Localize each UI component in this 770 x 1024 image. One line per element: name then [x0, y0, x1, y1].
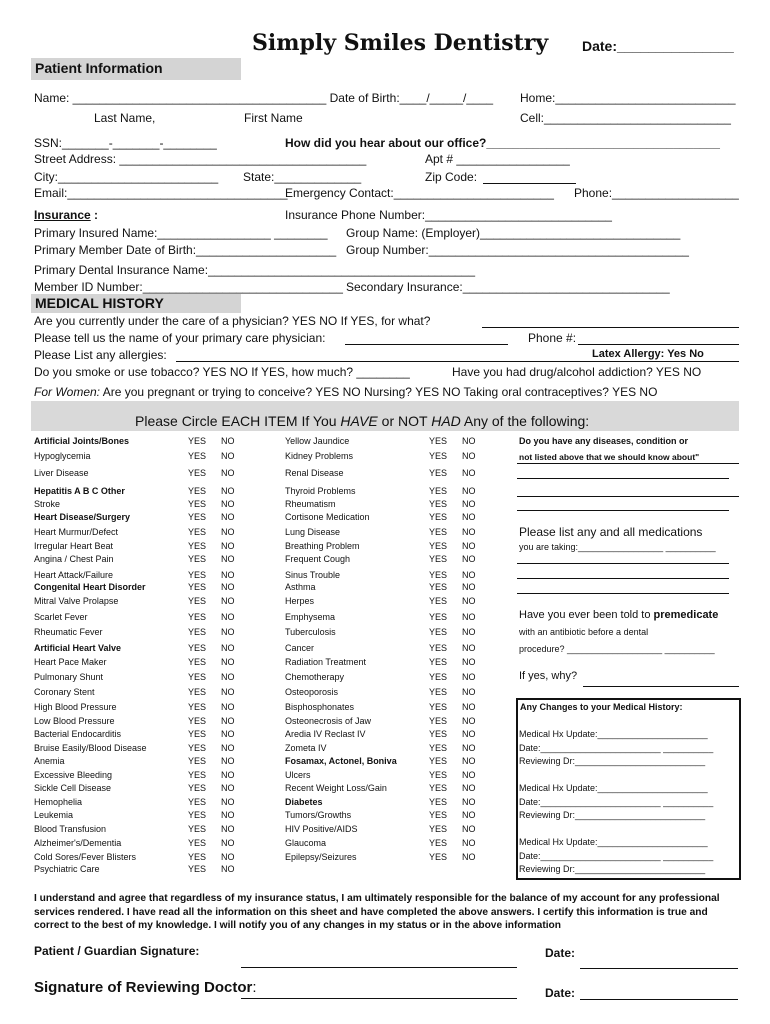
condition-left-no-option[interactable]: NO: [221, 554, 235, 564]
condition-mid-yes-option[interactable]: YES: [429, 716, 448, 726]
condition-left-no-option[interactable]: NO: [221, 596, 235, 606]
condition-mid-yes-option[interactable]: YES: [429, 797, 448, 807]
condition-left-label: Liver Disease: [34, 468, 89, 478]
condition-left-no-option[interactable]: NO: [221, 783, 235, 793]
name-dob-field[interactable]: Name: ______________________________________ Date of Birth:____/_____/____: [34, 91, 494, 105]
secondary-insurance-field[interactable]: Secondary Insurance:_______________________________: [346, 280, 670, 294]
condition-left-no-option[interactable]: NO: [221, 756, 235, 766]
condition-left-no-option[interactable]: NO: [221, 468, 235, 478]
condition-mid-label: Radiation Treatment: [285, 657, 367, 667]
condition-left-no-option[interactable]: NO: [221, 864, 235, 874]
condition-left-no-option[interactable]: NO: [221, 627, 235, 637]
condition-mid-yes-option[interactable]: YES: [429, 672, 448, 682]
condition-mid-no-option[interactable]: NO: [462, 657, 476, 667]
condition-left-yes-option[interactable]: YES: [188, 643, 207, 653]
condition-mid-label: Sinus Trouble: [285, 570, 341, 580]
allergies-line[interactable]: [176, 361, 739, 362]
women-question[interactable]: [34, 385, 657, 399]
changes-reviewing-field[interactable]: Reviewing Dr:__________________________: [519, 864, 706, 874]
condition-left-yes-option[interactable]: YES: [188, 541, 207, 551]
tobacco-question[interactable]: Do you smoke or use tobacco? YES NO If YES, how much? ________: [34, 365, 410, 379]
changes-title: Any Changes to your Medical History:: [520, 702, 683, 712]
condition-left-no-option[interactable]: NO: [221, 527, 235, 537]
condition-mid-no-option[interactable]: NO: [462, 687, 476, 697]
apt-field[interactable]: Apt # _________________: [425, 152, 570, 166]
condition-mid-label: Breathing Problem: [285, 541, 360, 551]
condition-mid-no-option[interactable]: NO: [462, 468, 476, 478]
condition-left-no-option[interactable]: NO: [221, 810, 235, 820]
medications-line-0[interactable]: [517, 563, 729, 564]
condition-mid-yes-option[interactable]: YES: [429, 499, 448, 509]
condition-mid-yes-option[interactable]: YES: [429, 838, 448, 848]
allergies-label: Please List any allergies:: [34, 348, 167, 362]
condition-mid-label: Recent Weight Loss/Gain: [285, 783, 387, 793]
condition-left-yes-option[interactable]: YES: [188, 702, 207, 712]
patient-info-heading: Patient Information: [35, 60, 163, 76]
circle-had: HAD: [431, 413, 461, 429]
condition-mid-yes-option[interactable]: YES: [429, 702, 448, 712]
changes-reviewing-field[interactable]: Reviewing Dr:__________________________: [519, 756, 706, 766]
diseases-line-2[interactable]: [517, 496, 739, 497]
home-phone-field[interactable]: Home:___________________________: [520, 91, 736, 105]
physician-phone-label: Phone #:: [528, 331, 577, 345]
antibiotic-text: with an antibiotic before a dental: [519, 627, 649, 637]
condition-mid-no-option[interactable]: NO: [462, 596, 476, 606]
condition-mid-no-option[interactable]: NO: [462, 612, 476, 622]
condition-left-no-option[interactable]: NO: [221, 770, 235, 780]
condition-mid-no-option[interactable]: NO: [462, 838, 476, 848]
condition-mid-no-option[interactable]: NO: [462, 797, 476, 807]
condition-left-label: High Blood Pressure: [34, 702, 117, 712]
city-field[interactable]: City:________________________: [34, 170, 219, 184]
condition-left-label: Bruise Easily/Blood Disease: [34, 743, 147, 753]
condition-left-yes-option[interactable]: YES: [188, 838, 207, 848]
condition-left-no-option[interactable]: NO: [221, 729, 235, 739]
member-id-field[interactable]: Member ID Number:______________________________: [34, 280, 343, 294]
condition-mid-label: Aredia IV Reclast IV: [285, 729, 366, 739]
medications-line-2[interactable]: [517, 593, 729, 594]
zip-label: Zip Code:: [425, 170, 478, 184]
group-name-field[interactable]: Group Name: (Employer)______________________________: [346, 226, 681, 240]
primary-dob-field[interactable]: Primary Member Date of Birth:_____________________: [34, 243, 337, 257]
condition-left-label: Leukemia: [34, 810, 74, 820]
condition-left-no-option[interactable]: NO: [221, 716, 235, 726]
ssn-field[interactable]: SSN:_______-_______-________: [34, 136, 217, 150]
condition-left-no-option[interactable]: NO: [221, 852, 235, 862]
condition-mid-no-option[interactable]: NO: [462, 810, 476, 820]
premedicate-pre: Have you ever been told to: [519, 609, 654, 621]
condition-mid-yes-option[interactable]: YES: [429, 570, 448, 580]
condition-mid-label: HIV Positive/AIDS: [285, 824, 358, 834]
doctor-signature-label: [34, 979, 257, 996]
condition-left-label: Low Blood Pressure: [34, 716, 115, 726]
diseases-line-0[interactable]: [517, 463, 739, 464]
medications-label: Please list any and all medications: [519, 525, 703, 539]
condition-left-yes-option[interactable]: YES: [188, 451, 207, 461]
physician-name-question: Please tell us the name of your primary care physician:: [34, 331, 326, 345]
if-yes-why-line[interactable]: [583, 686, 739, 687]
condition-left-label: Scarlet Fever: [34, 612, 88, 622]
changes-hx-update-field[interactable]: Medical Hx Update:______________________: [519, 729, 708, 739]
condition-mid-yes-option[interactable]: YES: [429, 729, 448, 739]
condition-left-yes-option[interactable]: YES: [188, 783, 207, 793]
condition-mid-label: Zometa IV: [285, 743, 327, 753]
condition-mid-label: Fosamax, Actonel, Boniva: [285, 756, 397, 766]
patient-date-label: Date:: [545, 946, 576, 960]
condition-left-no-option[interactable]: NO: [221, 838, 235, 848]
cell-phone-field[interactable]: Cell:____________________________: [520, 111, 731, 125]
condition-mid-label: Tumors/Growths: [285, 810, 352, 820]
premedicate-question: [519, 609, 718, 621]
circle-have: HAVE: [340, 413, 378, 429]
condition-mid-no-option[interactable]: NO: [462, 743, 476, 753]
condition-left-yes-option[interactable]: YES: [188, 512, 207, 522]
condition-left-label: Mitral Valve Prolapse: [34, 596, 119, 606]
changes-hx-update-field[interactable]: Medical Hx Update:______________________: [519, 837, 708, 847]
condition-left-no-option[interactable]: NO: [221, 512, 235, 522]
diseases-question-1: Do you have any diseases, condition or: [519, 436, 689, 446]
condition-mid-yes-option[interactable]: YES: [429, 824, 448, 834]
condition-mid-label: Ulcers: [285, 770, 311, 780]
condition-left-no-option[interactable]: NO: [221, 824, 235, 834]
condition-mid-label: Yellow Jaundice: [285, 436, 350, 446]
condition-mid-yes-option[interactable]: YES: [429, 554, 448, 564]
insurance-heading: [34, 208, 98, 222]
condition-left-yes-option[interactable]: YES: [188, 499, 207, 509]
condition-left-no-option[interactable]: NO: [221, 702, 235, 712]
circle-instructions: [135, 413, 589, 429]
condition-mid-label: Emphysema: [285, 612, 336, 622]
condition-mid-label: Cortisone Medication: [285, 512, 370, 522]
doctor-signature-text: Signature of Reviewing Doctor: [34, 979, 253, 996]
physician-name-line[interactable]: [345, 344, 508, 345]
condition-mid-label: Glaucoma: [285, 838, 327, 848]
condition-mid-no-option[interactable]: NO: [462, 672, 476, 682]
physician-reason-line[interactable]: [482, 327, 739, 328]
condition-left-yes-option[interactable]: YES: [188, 612, 207, 622]
condition-left-yes-option[interactable]: YES: [188, 770, 207, 780]
street-field[interactable]: Street Address: _____________________________________: [34, 152, 367, 166]
condition-left-label: Hemophelia: [34, 797, 83, 807]
if-yes-why-label: If yes, why?: [519, 670, 578, 682]
condition-mid-no-option[interactable]: NO: [462, 554, 476, 564]
condition-mid-no-option[interactable]: NO: [462, 582, 476, 592]
condition-left-no-option[interactable]: NO: [221, 436, 235, 446]
condition-left-yes-option[interactable]: YES: [188, 852, 207, 862]
condition-mid-yes-option[interactable]: YES: [429, 512, 448, 522]
condition-mid-yes-option[interactable]: YES: [429, 743, 448, 753]
condition-mid-yes-option[interactable]: YES: [429, 783, 448, 793]
insurance-label: Insurance: [34, 208, 91, 222]
condition-left-label: Rheumatic Fever: [34, 627, 103, 637]
condition-mid-yes-option[interactable]: YES: [429, 770, 448, 780]
condition-left-label: Sickle Cell Disease: [34, 783, 112, 793]
patient-date-line[interactable]: [580, 968, 738, 969]
drug-question[interactable]: Have you had drug/alcohol addiction? YES NO: [452, 365, 702, 379]
physician-phone-line[interactable]: [578, 344, 739, 345]
condition-left-no-option[interactable]: NO: [221, 657, 235, 667]
form-date[interactable]: Date:_______________: [582, 38, 734, 54]
condition-mid-no-option[interactable]: NO: [462, 527, 476, 537]
changes-hx-update-field[interactable]: Medical Hx Update:______________________: [519, 783, 708, 793]
last-name-label: Last Name,: [94, 111, 156, 125]
condition-mid-no-option[interactable]: NO: [462, 702, 476, 712]
patient-signature-label: Patient / Guardian Signature:: [34, 944, 200, 958]
condition-mid-yes-option[interactable]: YES: [429, 451, 448, 461]
condition-left-label: Artificial Heart Valve: [34, 643, 122, 653]
doctor-signature-line[interactable]: [241, 998, 517, 999]
condition-left-label: Hypoglycemia: [34, 451, 91, 461]
diseases-question-2: not listed above that we should know about": [519, 452, 700, 462]
condition-mid-label: Kidney Problems: [285, 451, 354, 461]
condition-left-label: Alzheimer's/Dementia: [34, 838, 122, 848]
medications-taking-field[interactable]: you are taking:_________________ __________: [519, 542, 716, 552]
medications-line-1[interactable]: [517, 578, 729, 579]
condition-mid-yes-option[interactable]: YES: [429, 541, 448, 551]
referral-field[interactable]: How did you hear about our office?___________________________________: [285, 136, 720, 150]
condition-mid-yes-option[interactable]: YES: [429, 582, 448, 592]
condition-left-label: Heart Pace Maker: [34, 657, 107, 667]
women-label: For Women:: [34, 385, 101, 399]
condition-mid-label: Lung Disease: [285, 527, 341, 537]
condition-left-yes-option[interactable]: YES: [188, 797, 207, 807]
condition-left-no-option[interactable]: NO: [221, 687, 235, 697]
medical-history-heading: MEDICAL HISTORY: [35, 295, 164, 311]
condition-mid-no-option[interactable]: NO: [462, 770, 476, 780]
condition-mid-label: Osteonecrosis of Jaw: [285, 716, 372, 726]
condition-left-yes-option[interactable]: YES: [188, 810, 207, 820]
doctor-date-label: Date:: [545, 986, 576, 1000]
condition-left-yes-option[interactable]: YES: [188, 743, 207, 753]
condition-left-label: Angina / Chest Pain: [34, 554, 114, 564]
condition-mid-yes-option[interactable]: YES: [429, 486, 448, 496]
condition-mid-no-option[interactable]: NO: [462, 499, 476, 509]
condition-left-yes-option[interactable]: YES: [188, 468, 207, 478]
condition-mid-label: Bisphosphonates: [285, 702, 355, 712]
insurance-colon: :: [90, 208, 99, 222]
condition-left-yes-option[interactable]: YES: [188, 554, 207, 564]
changes-hx-date-field[interactable]: Date:________________________ __________: [519, 796, 714, 807]
condition-left-no-option[interactable]: NO: [221, 612, 235, 622]
condition-mid-no-option[interactable]: NO: [462, 486, 476, 496]
state-field[interactable]: State:_____________: [243, 170, 362, 184]
condition-left-label: Anemia: [34, 756, 65, 766]
condition-left-label: Pulmonary Shunt: [34, 672, 104, 682]
condition-left-label: Cold Sores/Fever Blisters: [34, 852, 137, 862]
changes-hx-date-field[interactable]: Date:________________________ __________: [519, 742, 714, 753]
condition-mid-label: Chemotherapy: [285, 672, 345, 682]
condition-left-yes-option[interactable]: YES: [188, 756, 207, 766]
condition-left-no-option[interactable]: NO: [221, 582, 235, 592]
emergency-phone-field[interactable]: Phone:___________________: [574, 186, 739, 200]
zip-line[interactable]: [483, 183, 576, 184]
condition-left-label: Blood Transfusion: [34, 824, 107, 834]
condition-left-label: Congenital Heart Disorder: [34, 582, 146, 592]
diseases-line-3[interactable]: [517, 510, 729, 511]
condition-left-yes-option[interactable]: YES: [188, 436, 207, 446]
group-number-field[interactable]: Group Number:_______________________________________: [346, 243, 689, 257]
condition-left-label: Heart Disease/Surgery: [34, 512, 131, 522]
insurance-phone-field[interactable]: Insurance Phone Number:____________________________: [285, 208, 612, 222]
condition-left-no-option[interactable]: NO: [221, 643, 235, 653]
condition-mid-yes-option[interactable]: YES: [429, 810, 448, 820]
condition-mid-label: Frequent Cough: [285, 554, 351, 564]
condition-mid-label: Diabetes: [285, 797, 323, 807]
patient-signature-line[interactable]: [241, 967, 517, 968]
condition-mid-yes-option[interactable]: YES: [429, 596, 448, 606]
condition-left-yes-option[interactable]: YES: [188, 657, 207, 667]
circle-mid: or NOT: [377, 413, 432, 429]
women-text: Are you pregnant or trying to conceive? YES NO Nursing? YES NO Taking oral contraceptives? YES NO: [100, 385, 658, 399]
condition-left-yes-option[interactable]: YES: [188, 486, 207, 496]
condition-mid-label: Renal Disease: [285, 468, 344, 478]
condition-mid-yes-option[interactable]: YES: [429, 612, 448, 622]
condition-left-label: Stroke: [34, 499, 61, 509]
emergency-contact-field[interactable]: Emergency Contact:________________________: [285, 186, 554, 200]
changes-reviewing-field[interactable]: Reviewing Dr:__________________________: [519, 810, 706, 820]
condition-left-no-option[interactable]: NO: [221, 451, 235, 461]
doctor-date-line[interactable]: [580, 999, 738, 1000]
condition-left-no-option[interactable]: NO: [221, 499, 235, 509]
condition-left-yes-option[interactable]: YES: [188, 864, 207, 874]
condition-mid-no-option[interactable]: NO: [462, 716, 476, 726]
condition-mid-yes-option[interactable]: YES: [429, 468, 448, 478]
condition-left-yes-option[interactable]: YES: [188, 716, 207, 726]
condition-mid-yes-option[interactable]: YES: [429, 627, 448, 637]
condition-left-no-option[interactable]: NO: [221, 486, 235, 496]
condition-left-no-option[interactable]: NO: [221, 672, 235, 682]
condition-mid-label: Thyroid Problems: [285, 486, 356, 496]
condition-left-yes-option[interactable]: YES: [188, 687, 207, 697]
condition-mid-no-option[interactable]: NO: [462, 643, 476, 653]
condition-left-no-option[interactable]: NO: [221, 570, 235, 580]
condition-mid-label: Asthma: [285, 582, 316, 592]
condition-left-label: Psychiatric Care: [34, 864, 100, 874]
condition-left-no-option[interactable]: NO: [221, 743, 235, 753]
condition-mid-yes-option[interactable]: YES: [429, 436, 448, 446]
changes-hx-date-field[interactable]: Date:________________________ __________: [519, 850, 714, 861]
condition-left-label: Excessive Bleeding: [34, 770, 113, 780]
condition-left-yes-option[interactable]: YES: [188, 570, 207, 580]
condition-mid-yes-option[interactable]: YES: [429, 527, 448, 537]
condition-left-label: Artificial Joints/Bones: [34, 436, 130, 446]
condition-left-label: Coronary Stent: [34, 687, 95, 697]
condition-mid-no-option[interactable]: NO: [462, 756, 476, 766]
condition-mid-yes-option[interactable]: YES: [429, 657, 448, 667]
condition-mid-no-option[interactable]: NO: [462, 783, 476, 793]
condition-left-label: Hepatitis A B C Other: [34, 486, 125, 496]
procedure-field[interactable]: procedure? ___________________ __________: [519, 644, 715, 654]
condition-mid-label: Rheumatism: [285, 499, 336, 509]
condition-mid-yes-option[interactable]: YES: [429, 643, 448, 653]
condition-mid-no-option[interactable]: NO: [462, 570, 476, 580]
physician-care-question[interactable]: Are you currently under the care of a physician? YES NO If YES, for what?: [34, 314, 431, 328]
condition-left-label: Irregular Heart Beat: [34, 541, 114, 551]
condition-mid-no-option[interactable]: NO: [462, 512, 476, 522]
condition-mid-no-option[interactable]: NO: [462, 541, 476, 551]
circle-post: Any of the following:: [460, 413, 590, 429]
condition-mid-yes-option[interactable]: YES: [429, 852, 448, 862]
circle-pre: Please Circle EACH ITEM If You: [135, 413, 341, 429]
condition-left-label: Heart Murmur/Defect: [34, 527, 119, 537]
condition-left-no-option[interactable]: NO: [221, 797, 235, 807]
condition-left-label: Heart Attack/Failure: [34, 570, 114, 580]
condition-mid-no-option[interactable]: NO: [462, 451, 476, 461]
latex-allergy[interactable]: Latex Allergy: Yes No: [592, 348, 704, 360]
condition-mid-no-option[interactable]: NO: [462, 729, 476, 739]
condition-left-yes-option[interactable]: YES: [188, 627, 207, 637]
condition-left-label: Bacterial Endocarditis: [34, 729, 122, 739]
condition-left-yes-option[interactable]: YES: [188, 729, 207, 739]
condition-mid-yes-option[interactable]: YES: [429, 756, 448, 766]
condition-mid-label: Epilepsy/Seizures: [285, 852, 357, 862]
premedicate-bold: premedicate: [653, 609, 719, 621]
condition-left-yes-option[interactable]: YES: [188, 527, 207, 537]
condition-mid-no-option[interactable]: NO: [462, 627, 476, 637]
practice-title: Simply Smiles Dentistry: [252, 30, 549, 56]
condition-left-yes-option[interactable]: YES: [188, 582, 207, 592]
condition-mid-label: Osteoporosis: [285, 687, 339, 697]
condition-mid-no-option[interactable]: NO: [462, 824, 476, 834]
patient-info-bar: [31, 58, 241, 80]
dental-insurance-field[interactable]: Primary Dental Insurance Name:________________________________________: [34, 263, 476, 277]
condition-mid-no-option[interactable]: NO: [462, 852, 476, 862]
condition-left-yes-option[interactable]: YES: [188, 672, 207, 682]
email-field[interactable]: Email:_________________________________: [34, 186, 288, 200]
condition-mid-label: Herpes: [285, 596, 315, 606]
diseases-line-1[interactable]: [517, 478, 729, 479]
first-name-label: First Name: [244, 111, 303, 125]
doctor-signature-colon: :: [252, 979, 257, 996]
primary-insured-field[interactable]: Primary Insured Name:_________________ ________: [34, 226, 328, 240]
condition-mid-yes-option[interactable]: YES: [429, 687, 448, 697]
condition-left-yes-option[interactable]: YES: [188, 824, 207, 834]
medical-history-bar: [31, 294, 241, 313]
condition-mid-label: Cancer: [285, 643, 315, 653]
condition-mid-label: Tuberculosis: [285, 627, 336, 637]
agreement-text: I understand and agree that regardless of my insurance status, I am ultimately responsible for the balance of my account for any professional services rendered. I have read all the information on this sheet and have completed the above answers. I certify this information is true and correct to the best of my knowledge. I will notify you of any changes in my status or in the above information: [34, 893, 720, 931]
condition-left-no-option[interactable]: NO: [221, 541, 235, 551]
condition-mid-no-option[interactable]: NO: [462, 436, 476, 446]
condition-left-yes-option[interactable]: YES: [188, 596, 207, 606]
